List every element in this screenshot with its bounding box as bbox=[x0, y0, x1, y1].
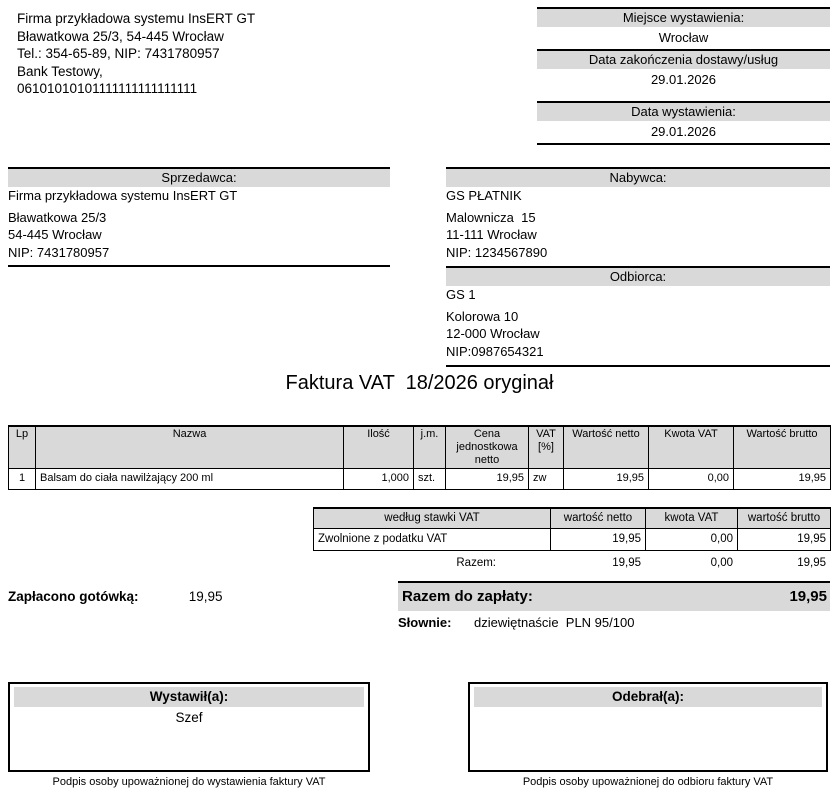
paid-cash-label: Zapłacono gotówką: bbox=[8, 589, 139, 604]
paid-cash-row bbox=[8, 589, 223, 604]
issuer-signature-box bbox=[8, 682, 370, 772]
amount-in-words-label: Słownie: bbox=[398, 615, 452, 630]
vat-total-label: Razem: bbox=[456, 557, 496, 569]
delivery-end-date-label: Data zakończenia dostawy/usług bbox=[537, 49, 830, 69]
meta-group-place-and-delivery bbox=[537, 7, 830, 91]
issue-place-value: Wrocław bbox=[658, 30, 709, 45]
buyer-section bbox=[446, 167, 830, 266]
receiver-signature-caption: Podpis osoby upoważnionej do odbioru faktury VAT bbox=[522, 776, 774, 788]
issuer-signature-title: Wystawił(a): bbox=[14, 687, 364, 707]
recipient-line: Kolorowa 10 bbox=[446, 308, 519, 324]
vat-rate-amount: 0,00 bbox=[646, 529, 738, 551]
items-header-row bbox=[9, 426, 831, 469]
letterhead-line: Bank Testowy, bbox=[17, 63, 103, 79]
vat-summary-row bbox=[314, 529, 831, 551]
col-header-lp: Lp bbox=[9, 426, 36, 469]
vat-summary-total-row bbox=[313, 556, 830, 570]
item-unit-net-price: 19,95 bbox=[446, 469, 529, 490]
invoice-meta-boxes bbox=[537, 7, 830, 145]
letterhead-line: Bławatkowa 25/3, 54-445 Wrocław bbox=[17, 28, 224, 44]
vat-col-header-netto: wartość netto bbox=[551, 508, 646, 529]
item-vat-amount: 0,00 bbox=[649, 469, 734, 490]
issue-place-label: Miejsce wystawienia: bbox=[537, 9, 830, 27]
total-due-section bbox=[398, 581, 830, 630]
col-header-cena-jednostkowa-netto: Cena jednostkowa netto bbox=[446, 426, 529, 469]
item-lp: 1 bbox=[9, 469, 36, 490]
recipient-line: 12-000 Wrocław bbox=[446, 326, 540, 341]
buyer-section-title: Nabywca: bbox=[446, 169, 830, 187]
letterhead-line-bank-account: 06101010101111111111111111 bbox=[17, 81, 198, 96]
total-due-label: Razem do zapłaty: bbox=[402, 588, 533, 605]
vat-total-net: 19,95 bbox=[612, 557, 641, 569]
vat-col-header-stawka: według stawki VAT bbox=[314, 508, 551, 529]
vat-rate-gross: 19,95 bbox=[738, 529, 831, 551]
seller-letterhead bbox=[17, 10, 437, 98]
recipient-line: GS 1 bbox=[446, 287, 476, 302]
vat-summary-header-row bbox=[314, 508, 831, 529]
seller-line: Firma przykładowa systemu InsERT GT bbox=[8, 188, 238, 203]
recipient-line: NIP:0987654321 bbox=[446, 343, 544, 359]
buyer-recipient-section bbox=[446, 167, 830, 367]
vat-total-amount: 0,00 bbox=[710, 557, 733, 569]
item-unit: szt. bbox=[414, 469, 446, 490]
paid-cash-value: 19,95 bbox=[188, 589, 223, 604]
seller-line: Bławatkowa 25/3 bbox=[8, 209, 107, 225]
item-net-value: 19,95 bbox=[564, 469, 649, 490]
amount-in-words-value: dziewiętnaście PLN 95/100 bbox=[474, 615, 635, 630]
vat-summary-section bbox=[313, 507, 830, 570]
col-header-kwota-vat: Kwota VAT bbox=[649, 426, 734, 469]
amount-in-words-row bbox=[398, 615, 830, 630]
vat-rate-name: Zwolnione z podatku VAT bbox=[314, 529, 551, 551]
item-row bbox=[9, 469, 831, 490]
item-gross-value: 19,95 bbox=[734, 469, 831, 490]
letterhead-line: Firma przykładowa systemu InsERT GT bbox=[17, 11, 256, 26]
col-header-nazwa: Nazwa bbox=[36, 426, 344, 469]
buyer-line: GS PŁATNIK bbox=[446, 188, 522, 203]
col-header-vat: VAT [%] bbox=[529, 426, 564, 469]
vat-summary-table bbox=[313, 507, 831, 551]
invoice-items-table bbox=[8, 425, 831, 490]
seller-section bbox=[8, 167, 390, 267]
issue-date-value: 29.01.2026 bbox=[650, 124, 717, 139]
col-header-jm: j.m. bbox=[414, 426, 446, 469]
col-header-ilosc: Ilość bbox=[344, 426, 414, 469]
meta-group-issue-date bbox=[537, 101, 830, 145]
buyer-line: NIP: 1234567890 bbox=[446, 244, 548, 260]
document-title: Faktura VAT 18/2026 oryginał bbox=[285, 372, 554, 394]
total-due-bar bbox=[398, 581, 830, 611]
recipient-section-title: Odbiorca: bbox=[446, 268, 830, 286]
col-header-wartosc-brutto: Wartość brutto bbox=[734, 426, 831, 469]
item-vat-rate: zw bbox=[529, 469, 564, 490]
seller-line: 54-445 Wrocław bbox=[8, 227, 102, 242]
seller-line: NIP: 7431780957 bbox=[8, 244, 110, 260]
recipient-section bbox=[446, 266, 830, 367]
col-header-wartosc-netto: Wartość netto bbox=[564, 426, 649, 469]
buyer-line: Malownicza 15 bbox=[446, 209, 536, 225]
issue-date-label: Data wystawienia: bbox=[537, 103, 830, 121]
total-due-value: 19,95 bbox=[789, 588, 827, 605]
vat-col-header-kwota: kwota VAT bbox=[646, 508, 738, 529]
buyer-line: 11-111 Wrocław bbox=[446, 227, 537, 242]
issuer-name: Szef bbox=[175, 710, 203, 725]
letterhead-line: Tel.: 354-65-89, NIP: 7431780957 bbox=[17, 46, 220, 61]
vat-col-header-brutto: wartość brutto bbox=[738, 508, 831, 529]
item-name: Balsam do ciała nawilżający 200 ml bbox=[36, 469, 344, 490]
item-quantity: 1,000 bbox=[344, 469, 414, 490]
receiver-signature-title: Odebrał(a): bbox=[474, 687, 822, 707]
delivery-end-date-value: 29.01.2026 bbox=[650, 72, 717, 87]
vat-total-gross: 19,95 bbox=[797, 557, 826, 569]
issuer-signature-caption: Podpis osoby upoważnionej do wystawienia faktury VAT bbox=[52, 776, 326, 788]
seller-section-title: Sprzedawca: bbox=[8, 169, 390, 187]
receiver-signature-box bbox=[468, 682, 828, 772]
vat-rate-net: 19,95 bbox=[551, 529, 646, 551]
